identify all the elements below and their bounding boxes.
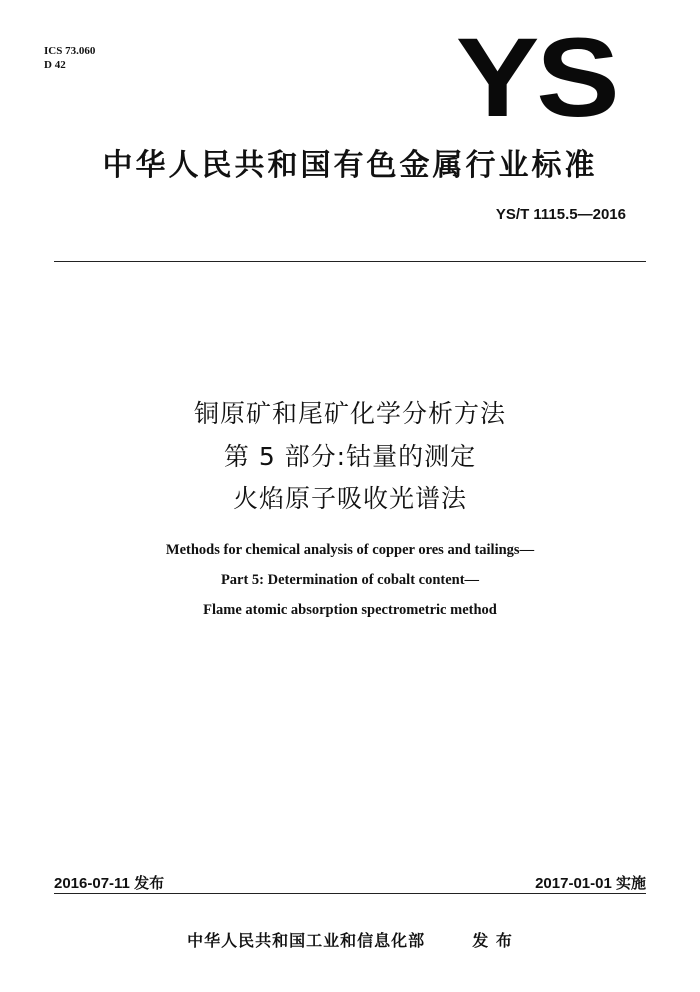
- footer-divider: [54, 893, 646, 894]
- publisher-line: [0, 928, 700, 951]
- chinese-title-line-2: 第 5 部分:钴量的测定: [223, 442, 477, 471]
- english-title-line-3: Flame atomic absorption spectrometric method: [203, 602, 497, 618]
- ics-code: ICS 73.060: [44, 45, 96, 57]
- issue-date: 2016-07-11 发布: [54, 875, 165, 892]
- standard-number: YS/T 1115.5—2016: [495, 206, 626, 223]
- publisher-name: 中华人民共和国工业和信息化部: [187, 931, 426, 950]
- ccs-code: D 42: [44, 59, 66, 71]
- ys-logo: YS: [455, 15, 616, 140]
- english-title-line-2: Part 5: Determination of cobalt content—: [220, 572, 480, 588]
- publisher-action: 发 布: [472, 931, 513, 950]
- implementation-date: 2017-01-01 实施: [535, 875, 646, 892]
- chinese-title-line-3: 火焰原子吸收光谱法: [232, 484, 467, 513]
- organization-title: 中华人民共和国有色金属行业标准: [102, 148, 598, 183]
- chinese-title-line-1: 铜原矿和尾矿化学分析方法: [193, 399, 506, 428]
- classification-codes: [44, 44, 95, 72]
- english-title-line-1: Methods for chemical analysis of copper ores and tailings—: [165, 542, 535, 558]
- header-divider: [54, 261, 646, 262]
